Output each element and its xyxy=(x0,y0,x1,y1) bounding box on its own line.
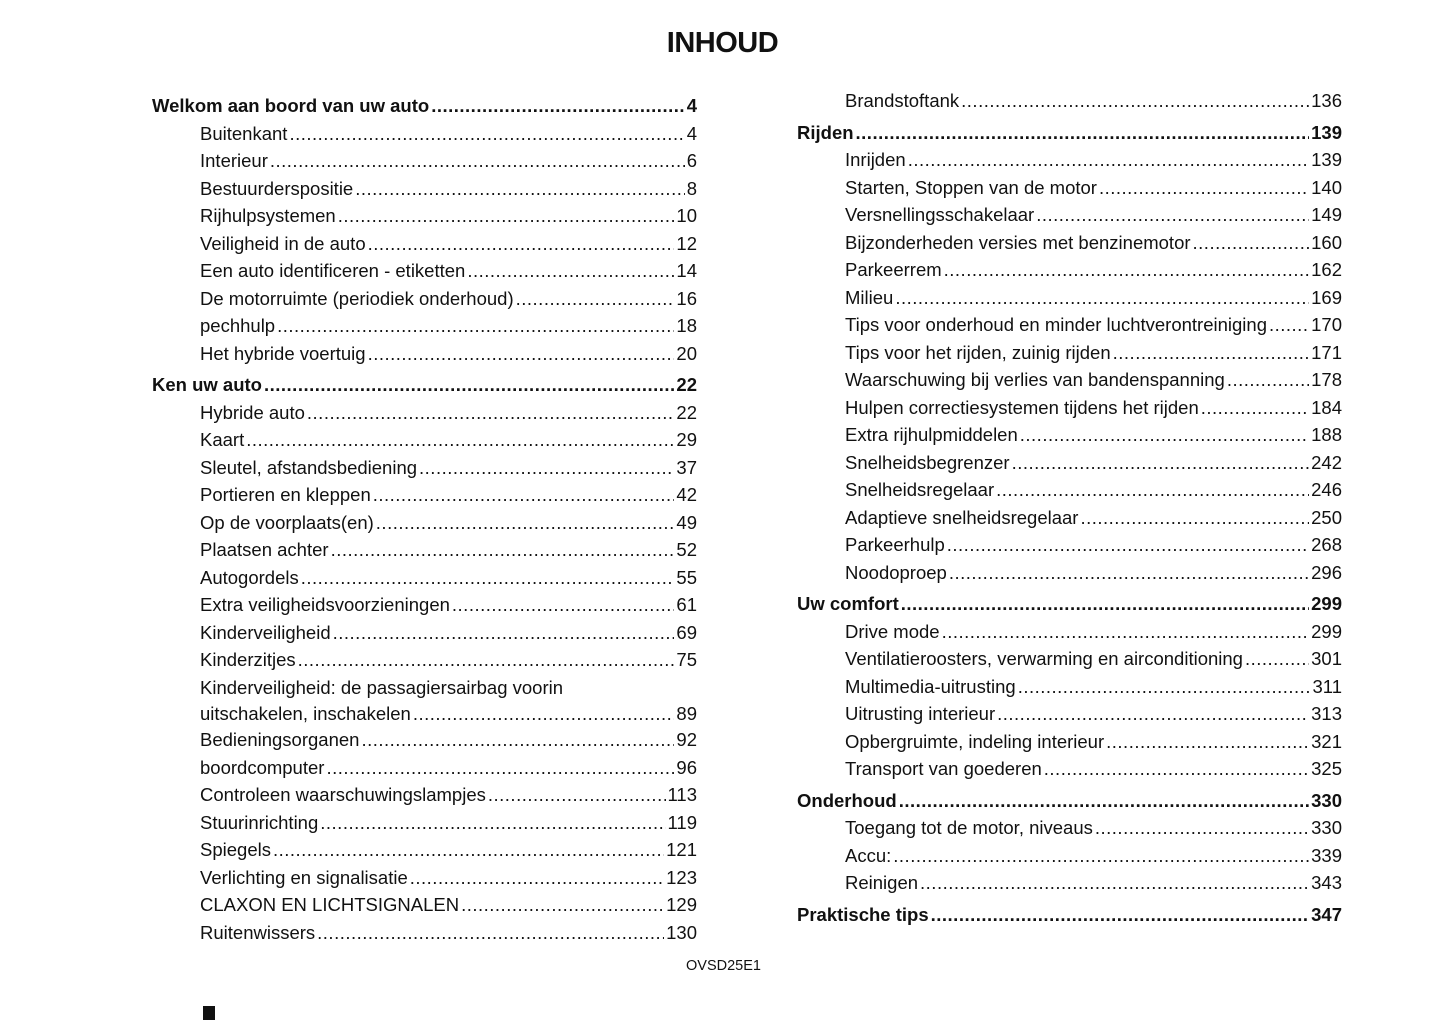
toc-entry-label: pechhulp xyxy=(200,315,276,336)
page-number: 169 xyxy=(1311,286,1342,308)
toc-entry[interactable] xyxy=(797,229,1342,257)
page-number: 139 xyxy=(1311,149,1342,170)
toc-entry-label: Kinderzitjes xyxy=(200,649,296,670)
dot-leader xyxy=(368,340,675,368)
page-number: 42 xyxy=(676,484,697,505)
toc-section-heading[interactable] xyxy=(797,590,1342,618)
dot-leader xyxy=(368,230,675,258)
document-code: OVSD25E1 xyxy=(686,958,761,974)
page-number: 89 xyxy=(676,703,697,724)
toc-entry-label: Hulpen correctiesystemen tijdens het rijden xyxy=(845,396,1199,418)
toc-entry-label: Buitenkant xyxy=(200,122,288,144)
toc-entry-label: Tips voor onderhoud en minder luchtverontreiniging xyxy=(845,314,1267,335)
toc-entry[interactable] xyxy=(797,201,1342,229)
dot-leader xyxy=(996,476,1309,504)
dot-leader xyxy=(1080,504,1309,532)
page-number: 130 xyxy=(666,921,697,943)
toc-entry-label: Accu: xyxy=(845,844,892,866)
toc-entry[interactable] xyxy=(152,426,697,454)
dot-leader xyxy=(1099,174,1309,202)
page-number: 140 xyxy=(1311,176,1342,198)
dot-leader xyxy=(331,536,675,564)
dot-leader xyxy=(413,701,675,726)
toc-entry[interactable] xyxy=(152,312,697,340)
dot-leader xyxy=(461,891,664,919)
dot-leader xyxy=(961,87,1309,115)
toc-entry-label: CLAXON EN LICHTSIGNALEN xyxy=(200,894,460,915)
toc-entry[interactable] xyxy=(152,591,697,619)
toc-entry[interactable] xyxy=(152,809,697,837)
toc-entry[interactable] xyxy=(797,531,1342,559)
dot-leader xyxy=(895,284,1309,312)
toc-entry[interactable] xyxy=(797,256,1342,284)
toc-entry[interactable] xyxy=(152,726,697,754)
toc-entry[interactable] xyxy=(152,536,697,564)
dot-leader xyxy=(1036,201,1309,229)
toc-entry-label: Snelheidsbegrenzer xyxy=(845,451,1010,473)
dot-leader xyxy=(949,559,1309,587)
dot-leader xyxy=(273,836,664,864)
toc-entry-label: Kinderveiligheid: de passagiersairbag voorin xyxy=(200,676,564,698)
page-number: 162 xyxy=(1311,259,1342,280)
dot-leader xyxy=(1020,421,1309,449)
dot-leader xyxy=(1044,755,1309,783)
toc-entry[interactable] xyxy=(152,202,697,230)
toc-entry-label: Starten, Stoppen van de motor xyxy=(845,176,1097,198)
toc-entry[interactable] xyxy=(152,646,697,674)
toc-entry-label: Verlichting en signalisatie xyxy=(200,866,408,888)
toc-column-left xyxy=(152,92,697,946)
page-number: 188 xyxy=(1311,424,1342,445)
toc-entry-label: Kaart xyxy=(200,429,245,450)
toc-entry[interactable] xyxy=(797,87,1342,115)
toc-entry-label: Milieu xyxy=(845,286,894,308)
page-number: 242 xyxy=(1311,451,1342,473)
dot-leader xyxy=(246,426,674,454)
dot-leader xyxy=(326,754,674,782)
toc-entry-label: Ruitenwissers xyxy=(200,921,316,943)
toc-entry-label: Uitrusting interieur xyxy=(845,703,996,724)
toc-entry-label: Snelheidsregelaar xyxy=(845,479,995,500)
toc-entry[interactable] xyxy=(797,504,1342,532)
dot-leader xyxy=(431,92,685,120)
toc-entry[interactable] xyxy=(152,564,697,592)
page-number: 171 xyxy=(1311,341,1342,363)
page-number: 4 xyxy=(686,122,697,144)
toc-section-heading[interactable] xyxy=(797,119,1342,147)
dot-leader xyxy=(355,175,684,203)
dot-leader xyxy=(298,646,675,674)
toc-entry-label: Portieren en kleppen xyxy=(200,484,371,505)
toc-column-right xyxy=(797,87,1342,928)
dot-leader xyxy=(467,257,674,285)
toc-entry[interactable] xyxy=(797,366,1342,394)
toc-entry[interactable] xyxy=(797,700,1342,728)
toc-entry-label: Extra veiligheidsvoorzieningen xyxy=(200,594,450,615)
toc-entry[interactable] xyxy=(152,120,697,148)
dot-leader xyxy=(307,399,675,427)
toc-entry-label: Bedieningsorganen xyxy=(200,729,360,750)
toc-heading-label: Praktische tips xyxy=(797,903,929,925)
page-number: 160 xyxy=(1311,231,1342,253)
dot-leader xyxy=(931,901,1310,929)
toc-entry[interactable] xyxy=(152,864,697,892)
toc-entry-label: Drive mode xyxy=(845,620,940,642)
toc-heading-label: Rijden xyxy=(797,121,854,143)
dot-leader xyxy=(1269,311,1309,339)
toc-entry-label: Plaatsen achter xyxy=(200,539,329,560)
dot-leader xyxy=(893,842,1309,870)
dot-leader xyxy=(947,531,1309,559)
dot-leader xyxy=(1201,394,1309,422)
toc-entry-label: Toegang tot de motor, niveaus xyxy=(845,817,1093,838)
page-number: 119 xyxy=(667,811,697,833)
page-number: 339 xyxy=(1311,844,1342,866)
toc-entry[interactable] xyxy=(152,674,697,702)
toc-entry-label: Bestuurderspositie xyxy=(200,177,354,199)
page-number: 296 xyxy=(1311,561,1342,583)
page-number: 299 xyxy=(1311,620,1342,642)
page-number: 12 xyxy=(676,232,697,254)
toc-entry[interactable] xyxy=(152,481,697,509)
dot-leader xyxy=(320,809,665,837)
toc-heading-label: Welkom aan boord van uw auto xyxy=(152,95,430,116)
page-number: 311 xyxy=(1312,675,1342,697)
toc-entry[interactable] xyxy=(797,618,1342,646)
toc-entry-label: Interieur xyxy=(200,150,268,171)
page-number: 301 xyxy=(1311,648,1342,669)
page-number: 22 xyxy=(676,374,697,395)
dot-leader xyxy=(1193,229,1310,257)
toc-entry[interactable] xyxy=(152,257,697,285)
page-number: 10 xyxy=(676,205,697,226)
toc-entry-label: Stuurinrichting xyxy=(200,811,319,833)
toc-entry[interactable] xyxy=(152,619,697,647)
toc-entry-label: Inrijden xyxy=(845,149,906,170)
page-number: 330 xyxy=(1311,789,1342,811)
toc-entry-label: Kinderveiligheid xyxy=(200,621,331,643)
toc-entry-label: Ventilatieroosters, verwarming en airconditioning xyxy=(845,648,1243,669)
page-number: 113 xyxy=(667,784,697,805)
toc-entry-label: Multimedia-uitrusting xyxy=(845,675,1016,697)
dot-leader xyxy=(899,787,1309,815)
toc-entry-label: uitschakelen, inschakelen xyxy=(200,703,411,724)
dot-leader xyxy=(1245,645,1309,673)
toc-entry[interactable] xyxy=(797,814,1342,842)
toc-entry[interactable] xyxy=(152,781,697,809)
page-number: 325 xyxy=(1311,758,1342,779)
toc-heading-label: Uw comfort xyxy=(797,593,899,614)
toc-heading-label: Onderhoud xyxy=(797,789,897,811)
toc-entry-label: Spiegels xyxy=(200,839,271,860)
dot-leader xyxy=(516,285,675,313)
page-number: 184 xyxy=(1311,396,1342,418)
dot-leader xyxy=(289,120,684,148)
toc-entry[interactable] xyxy=(797,476,1342,504)
toc-entry-label: Tips voor het rijden, zuinig rijden xyxy=(845,341,1111,363)
toc-entry[interactable] xyxy=(797,339,1342,367)
toc-entry[interactable] xyxy=(797,728,1342,756)
toc-entry[interactable] xyxy=(797,421,1342,449)
toc-entry-label: Het hybride voertuig xyxy=(200,342,366,364)
page-number: 299 xyxy=(1311,593,1342,614)
page-number: 8 xyxy=(686,177,697,199)
dot-leader xyxy=(1012,449,1310,477)
dot-leader xyxy=(270,147,685,175)
toc-entry-label: Hybride auto xyxy=(200,401,305,423)
toc-entry-label: Parkeerrem xyxy=(845,259,942,280)
toc-entry[interactable] xyxy=(152,175,697,203)
toc-entry-label: Waarschuwing bij verlies van bandenspanning xyxy=(845,369,1225,390)
toc-entry-label: boordcomputer xyxy=(200,756,325,778)
dot-leader xyxy=(264,371,674,399)
dot-leader xyxy=(277,312,674,340)
page-number: 313 xyxy=(1311,703,1342,724)
dot-leader xyxy=(942,618,1310,646)
page-number: 136 xyxy=(1311,90,1342,111)
page-number: 347 xyxy=(1311,903,1342,925)
page-number: 343 xyxy=(1311,872,1342,893)
page-number: 250 xyxy=(1311,506,1342,528)
toc-entry[interactable] xyxy=(797,755,1342,783)
dot-leader xyxy=(317,919,664,947)
page-number: 149 xyxy=(1311,204,1342,225)
page-number: 55 xyxy=(676,566,697,588)
dot-leader xyxy=(333,619,675,647)
toc-entry[interactable] xyxy=(797,146,1342,174)
toc-entry[interactable] xyxy=(797,645,1342,673)
page-number: 178 xyxy=(1311,369,1342,390)
page-number: 123 xyxy=(666,866,697,888)
dot-leader xyxy=(920,869,1309,897)
toc-entry[interactable] xyxy=(152,509,697,537)
page-number: 268 xyxy=(1311,534,1342,555)
toc-entry-label: Bijzonderheden versies met benzinemotor xyxy=(845,231,1191,253)
toc-entry-label: Controleen waarschuwingslampjes xyxy=(200,784,486,805)
toc-entry[interactable] xyxy=(152,285,697,313)
toc-entry[interactable] xyxy=(797,559,1342,587)
page-number: 14 xyxy=(676,260,697,281)
toc-entry-label: De motorruimte (periodiek onderhoud) xyxy=(200,287,514,309)
page-number: 330 xyxy=(1311,817,1342,838)
page-title: INHOUD xyxy=(666,27,779,59)
toc-entry[interactable] xyxy=(152,147,697,175)
toc-entry-label: Brandstoftank xyxy=(845,90,960,111)
toc-entry-label: Versnellingsschakelaar xyxy=(845,204,1035,225)
toc-entry[interactable] xyxy=(797,673,1342,701)
toc-entry-label: Autogordels xyxy=(200,566,299,588)
page-number: 61 xyxy=(676,594,697,615)
toc-entry-label: Een auto identificeren - etiketten xyxy=(200,260,466,281)
page-number: 170 xyxy=(1311,314,1342,335)
page-number: 92 xyxy=(676,729,697,750)
page-number: 29 xyxy=(676,429,697,450)
dot-leader xyxy=(361,726,674,754)
toc-entry-label: Rijhulpsystemen xyxy=(200,205,336,226)
toc-entry[interactable] xyxy=(152,230,697,258)
toc-entry-label: Reinigen xyxy=(845,872,919,893)
dot-leader xyxy=(901,590,1309,618)
toc-section-heading[interactable] xyxy=(152,371,697,399)
toc-section-heading[interactable] xyxy=(797,787,1342,815)
dot-leader xyxy=(419,454,674,482)
page-number: 20 xyxy=(676,342,697,364)
page-number: 75 xyxy=(676,649,697,670)
toc-entry[interactable] xyxy=(152,836,697,864)
toc-entry[interactable] xyxy=(152,340,697,368)
page-number: 129 xyxy=(666,894,697,915)
dot-leader xyxy=(1095,814,1309,842)
dot-leader xyxy=(373,481,675,509)
dot-leader xyxy=(488,781,666,809)
toc-entry[interactable] xyxy=(152,399,697,427)
page-number: 96 xyxy=(676,756,697,778)
dot-leader xyxy=(944,256,1309,284)
toc-entry[interactable] xyxy=(152,454,697,482)
page-number: 22 xyxy=(676,401,697,423)
toc-entry[interactable] xyxy=(797,174,1342,202)
dot-leader xyxy=(1018,673,1311,701)
toc-entry-label: Veiligheid in de auto xyxy=(200,232,366,254)
dot-leader xyxy=(1113,339,1309,367)
toc-heading-label: Ken uw auto xyxy=(152,374,262,395)
toc-entry[interactable] xyxy=(152,891,697,919)
toc-section-heading[interactable] xyxy=(152,92,697,120)
toc-entry[interactable] xyxy=(797,869,1342,897)
toc-entry[interactable] xyxy=(797,449,1342,477)
toc-entry[interactable] xyxy=(797,394,1342,422)
dot-leader xyxy=(997,700,1309,728)
dot-leader xyxy=(1106,728,1309,756)
dot-leader xyxy=(376,509,675,537)
page-number: 4 xyxy=(686,95,697,116)
toc-entry[interactable] xyxy=(797,311,1342,339)
toc-entry[interactable] xyxy=(797,284,1342,312)
page-number: 18 xyxy=(676,315,697,336)
page-number: 69 xyxy=(676,621,697,643)
toc-entry-label: Op de voorplaats(en) xyxy=(200,511,374,533)
toc-section-heading[interactable] xyxy=(797,901,1342,929)
toc-entry-label: Adaptieve snelheidsregelaar xyxy=(845,506,1079,528)
toc-entry[interactable] xyxy=(152,919,697,947)
page-number: 246 xyxy=(1311,479,1342,500)
toc-entry[interactable] xyxy=(152,754,697,782)
dot-leader xyxy=(301,564,675,592)
toc-entry-continuation[interactable] xyxy=(152,701,697,726)
toc-entry-label: Parkeerhulp xyxy=(845,534,945,555)
page-number: 37 xyxy=(676,456,697,478)
dot-leader xyxy=(338,202,675,230)
page-number: 121 xyxy=(666,839,697,860)
toc-entry-label: Transport van goederen xyxy=(845,758,1042,779)
dot-leader xyxy=(452,591,675,619)
toc-entry[interactable] xyxy=(797,842,1342,870)
dot-leader xyxy=(908,146,1309,174)
toc-entry-label: Sleutel, afstandsbediening xyxy=(200,456,418,478)
toc-entry-label: Extra rijhulpmiddelen xyxy=(845,424,1018,445)
dot-leader xyxy=(1227,366,1309,394)
page-number: 6 xyxy=(686,150,697,171)
page-number: 52 xyxy=(676,539,697,560)
page-number: 49 xyxy=(676,511,697,533)
page-number: 16 xyxy=(676,287,697,309)
toc-entry-label: Noodoproep xyxy=(845,561,947,583)
dot-leader xyxy=(410,864,664,892)
page-number: 321 xyxy=(1311,730,1342,752)
dot-leader xyxy=(856,119,1310,147)
page-number: 139 xyxy=(1311,121,1342,143)
toc-entry-label: Opbergruimte, indeling interieur xyxy=(845,730,1105,752)
